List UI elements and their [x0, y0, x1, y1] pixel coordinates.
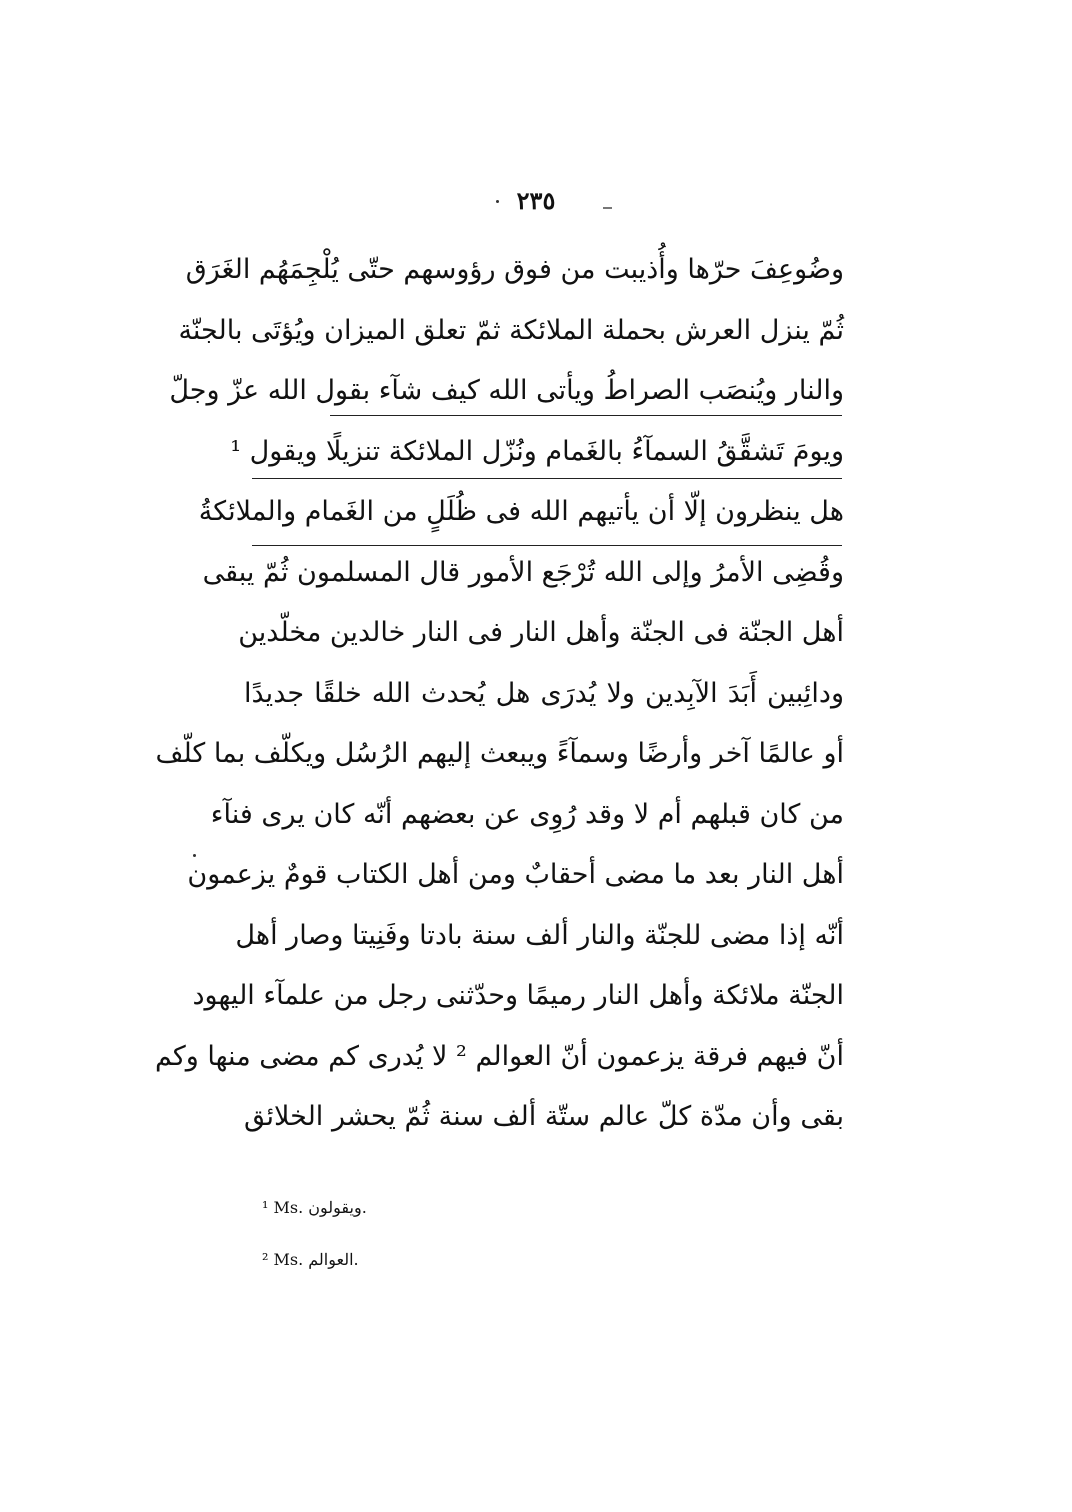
header-dash — [603, 207, 612, 209]
text-line: وقُضِى الأمرُ وإلى الله تُرْجَع الأمور قال المسلمون ثُمّ يبقى — [202, 556, 844, 588]
header-mark — [496, 200, 499, 203]
text-line: هل ينظرون إلّا أن يأتيهم الله فى ظُلَلٍ من الغَمام والملائكةُ — [198, 496, 844, 527]
quotation-rule — [330, 415, 842, 416]
text-line: الجنّة ملائكة وأهل النار رميمًا وحدّثنى رجل من علمآء اليهود — [192, 980, 844, 1011]
text-line: والنار ويُنصَب الصراطُ ويأتى الله كيف شآء بقول الله عزّ وجلّ — [169, 375, 844, 406]
text-line: بقى وأن مدّة كلّ عالم ستّة ألف سنة ثُمّ يحشر الخلائق — [244, 1101, 844, 1132]
text-line: ويومَ تَشقَّقُ السمآءُ بالغَمام ونُزّل الملائكة تنزيلًا ويقول ¹ — [230, 435, 844, 467]
footnote: ¹ Ms. ويقولون. — [262, 1198, 367, 1217]
footnotes — [262, 1193, 502, 1297]
text-line: ثُمّ ينزل العرش بحملة الملائكة ثمّ تعلق الميزان ويُؤتَى بالجنّة — [178, 314, 844, 346]
text-line: ودائِبين أَبَدَ الآبِدين ولا يُدرَى هل يُحدث الله خلقًا جديدًا — [244, 677, 844, 709]
quotation-rule — [252, 545, 842, 546]
footnote: ² Ms. العوالم. — [262, 1250, 359, 1269]
text-line: أنّه إذا مضى للجنّة والنار ألف سنة بادتا وفَنِيتا وصار أهل — [235, 919, 844, 951]
text-body — [154, 240, 844, 1148]
text-line: أهل النار بعد ما مضى أحقابٌ ومن أهل الكتاب قومٌ يزعمون — [187, 859, 844, 890]
page-number: ٢٣٥ — [516, 186, 556, 215]
text-line: من كان قبلهم أم لا وقد رُوِى عن بعضهم أنّه كان يرى فنآء — [210, 798, 844, 830]
text-line: أهل الجنّة فى الجنّة وأهل النار فى النار خالدين مخلّدين — [238, 617, 844, 648]
text-line: وضُوعِفَ حرّها وأُذيبت من فوق رؤوسهم حتّى يُلْجِمَهُم الغَرَق — [185, 254, 844, 285]
quotation-rule — [252, 478, 842, 479]
text-line: أنّ فيهم فرقة يزعمون أنّ العوالم ² لا يُدرى كم مضى منها وكم — [154, 1040, 844, 1072]
text-line: أو عالمًا آخر وأرضًا وسمآءً ويبعث إليهم الرُسُل ويكلّف بما كلّف — [155, 738, 844, 769]
